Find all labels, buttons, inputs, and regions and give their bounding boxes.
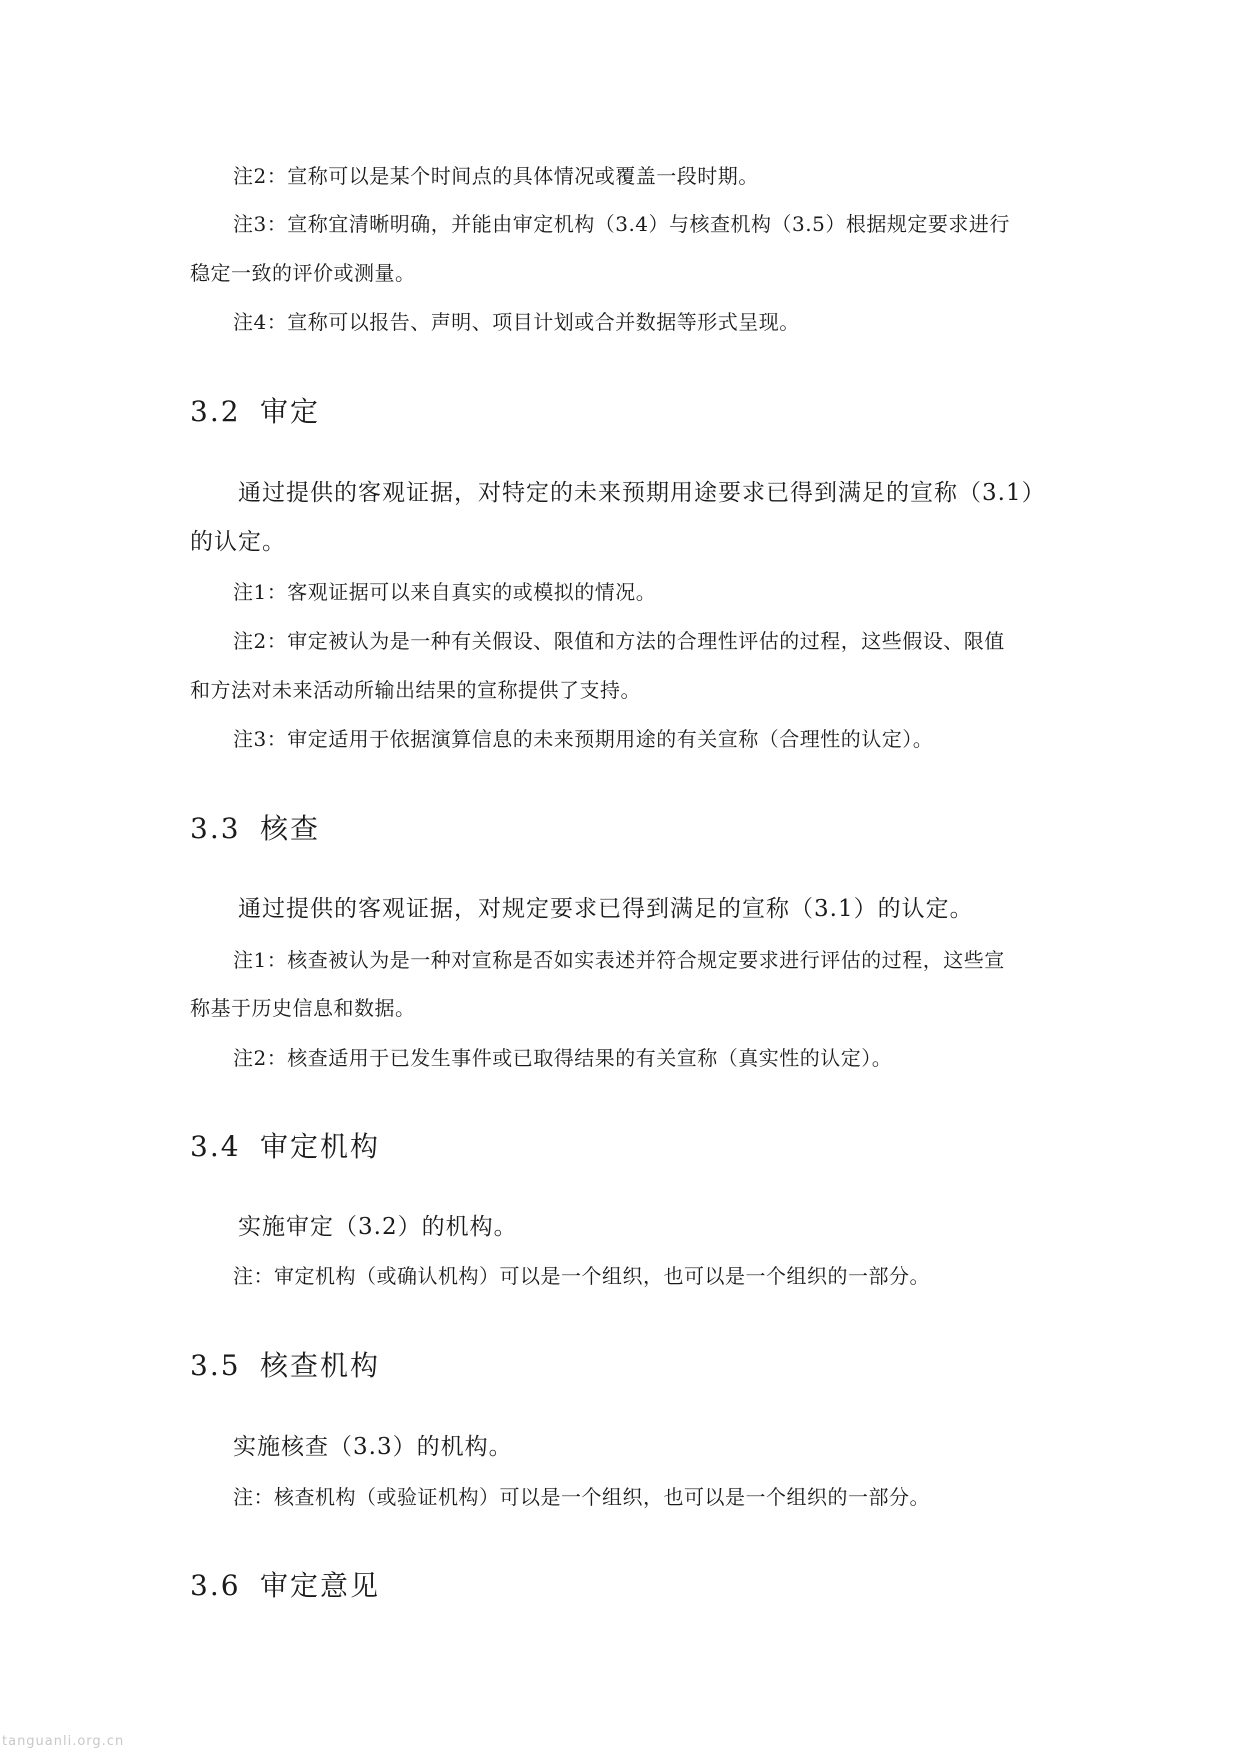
note-1-verification-process: 注1：核查被认为是一种对宣称是否如实表述并符合规定要求进行评估的过程，这些宣	[233, 948, 1005, 972]
definition-3-2-cont: 的认定。	[190, 529, 286, 555]
note-verification-body: 注：核查机构（或验证机构）可以是一个组织，也可以是一个组织的一部分。	[233, 1485, 930, 1509]
section-heading-3-4	[190, 1130, 381, 1163]
note-3-claim-clarity: 注3：宣称宜清晰明确，并能由审定机构（3.4）与核查机构（3.5）根据规定要求进行	[233, 212, 1010, 236]
section-number: 3.4	[190, 1130, 241, 1163]
note-2-verification-scope: 注2：核查适用于已发生事件或已取得结果的有关宣称（真实性的认定）。	[233, 1046, 893, 1070]
definition-3-3: 通过提供的客观证据，对规定要求已得到满足的宣称（3.1）的认定。	[238, 896, 974, 922]
section-heading-3-2	[190, 395, 321, 428]
note-4-claim-forms: 注4：宣称可以报告、声明、项目计划或合并数据等形式呈现。	[233, 310, 800, 334]
section-number: 3.6	[190, 1569, 241, 1602]
section-number: 3.2	[190, 395, 241, 428]
site-watermark: tanguanli.org.cn	[2, 1734, 125, 1749]
note-2-claim-period: 注2：宣称可以是某个时间点的具体情况或覆盖一段时期。	[233, 164, 759, 188]
section-title: 核查机构	[260, 1349, 381, 1382]
section-number: 3.3	[190, 812, 241, 845]
definition-3-2: 通过提供的客观证据，对特定的未来预期用途要求已得到满足的宣称（3.1）	[238, 480, 1046, 506]
section-title: 审定机构	[260, 1130, 381, 1163]
section-heading-3-5	[190, 1349, 381, 1382]
note-3-claim-clarity-cont: 稳定一致的评价或测量。	[190, 261, 416, 285]
note-2-validation-process: 注2：审定被认为是一种有关假设、限值和方法的合理性评估的过程，这些假设、限值	[233, 629, 1005, 653]
note-1-objective-evidence: 注1：客观证据可以来自真实的或模拟的情况。	[233, 580, 657, 604]
note-3-validation-scope: 注3：审定适用于依据演算信息的未来预期用途的有关宣称（合理性的认定）。	[233, 727, 934, 751]
section-title: 审定意见	[260, 1569, 381, 1602]
section-title: 审定	[260, 395, 321, 428]
section-heading-3-6	[190, 1569, 381, 1602]
definition-3-4: 实施审定（3.2）的机构。	[238, 1214, 518, 1240]
definition-3-5: 实施核查（3.3）的机构。	[233, 1434, 513, 1460]
note-validation-body: 注：审定机构（或确认机构）可以是一个组织，也可以是一个组织的一部分。	[233, 1264, 930, 1288]
section-number: 3.5	[190, 1349, 241, 1382]
note-2-validation-process-cont: 和方法对未来活动所输出结果的宣称提供了支持。	[190, 678, 641, 702]
section-heading-3-3	[190, 812, 321, 845]
section-title: 核查	[260, 812, 321, 845]
note-1-verification-process-cont: 称基于历史信息和数据。	[190, 996, 416, 1020]
